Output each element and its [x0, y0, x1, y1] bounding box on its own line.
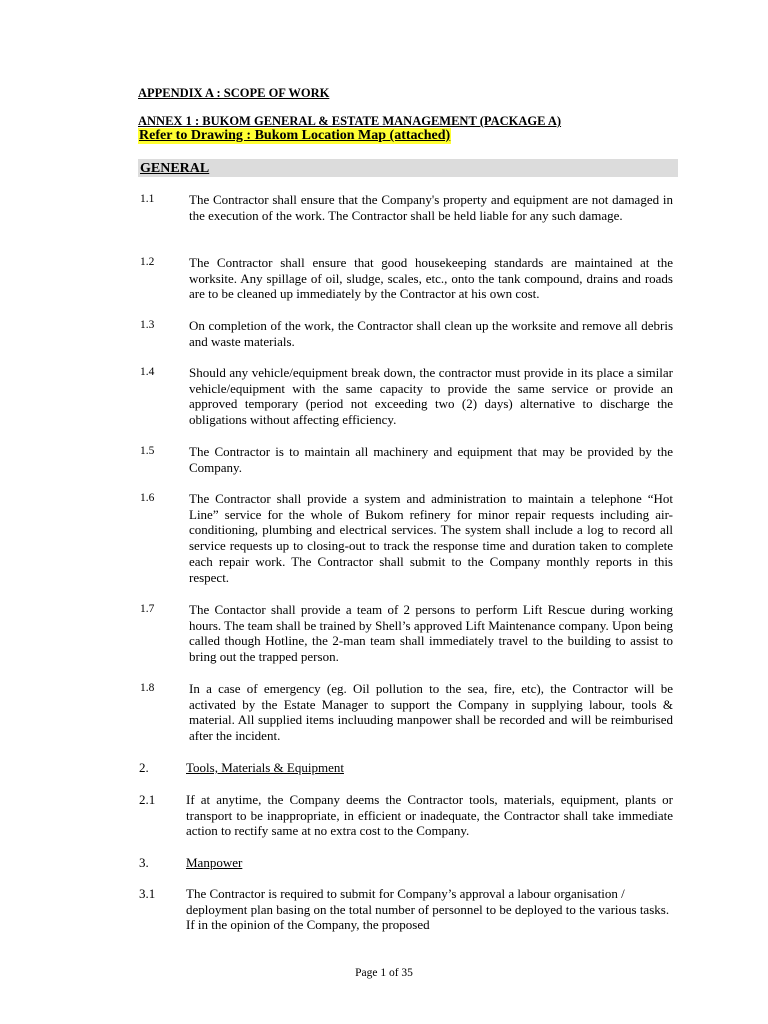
clause-number: 1.7 [140, 603, 155, 615]
appendix-title: APPENDIX A : SCOPE OF WORK [138, 86, 330, 100]
clause-text: The Contractor shall provide a system and administration to maintain a telephone “Hot Line” service for the whole of Bukom refinery for minor repair requests including air-conditioning, plumbing and electrical services. The system shall include a log to record all service requests up to closing-out to track the response time and duration taken to complete each repair work. The Contractor shall submit to the Company monthly reports in this respect. [189, 491, 673, 585]
clause-text: The Contractor shall ensure that the Company's property and equipment are not damaged in the execution of the work. The Contractor shall be held liable for any such damage. [189, 192, 673, 223]
clause-number: 1.8 [140, 682, 155, 694]
clause-number: 1.1 [140, 193, 155, 205]
clause-number: 1.5 [140, 445, 155, 457]
clause-number: 1.4 [140, 366, 155, 378]
clause-text: The Contactor shall provide a team of 2 persons to perform Lift Rescue during working hours. The team shall be trained by Shell’s approved Lift Maintenance company. Upon being called though Hotline, the 2-man team shall immediately travel to the building to assist to bring out the trapped person. [189, 602, 673, 665]
clause-text: The Contractor shall ensure that good housekeeping standards are maintained at the worksite. Any spillage of oil, sludge, scales, etc., onto the tank compound, drains and roads are to be cleaned up immediately by the Contractor at his own cost. [189, 255, 673, 302]
section-title: Tools, Materials & Equipment [186, 760, 344, 775]
section-general-title: GENERAL [140, 161, 210, 176]
page-number-footer: Page 1 of 35 [355, 967, 413, 979]
clause-number: 2.1 [139, 792, 156, 807]
section-number: 2. [139, 760, 149, 775]
clause-text: The Contractor is required to submit for Company’s approval a labour organisation / deployment plan basing on the total number of personnel to be deployed to the various tasks. If in the opinion of the Company, the proposed [186, 886, 670, 933]
clause-text: In a case of emergency (eg. Oil pollution to the sea, fire, etc), the Contractor will be activated by the Estate Manager to support the Company in supplying labour, tools & material. All supplied items incluuding manpower shall be recorded and will be reimburised after the incident. [189, 681, 673, 744]
drawing-reference: Refer to Drawing : Bukom Location Map (attached) [139, 128, 451, 143]
clause-number: 3.1 [139, 886, 156, 901]
clause-text: On completion of the work, the Contractor shall clean up the worksite and remove all debris and waste materials. [189, 318, 673, 349]
clause-text: Should any vehicle/equipment break down, the contractor must provide in its place a similar vehicle/equipment with the same capacity to provide the same service or provide an approved temporary (period not exceeding two (2) days) alternative to discharge the obligations without affecting efficiency. [189, 365, 673, 428]
section-number: 3. [139, 855, 149, 870]
clause-number: 1.3 [140, 319, 155, 331]
annex-title: ANNEX 1 : BUKOM GENERAL & ESTATE MANAGEMENT (PACKAGE A) [138, 114, 562, 128]
section-general-bar [138, 159, 678, 177]
clause-text: If at anytime, the Company deems the Contractor tools, materials, equipment, plants or transport to be inappropriate, in efficient or inadequate, the Contractor shall take immediate action to rectify same at no extra cost to the Company. [186, 792, 673, 839]
clause-number: 1.6 [140, 492, 155, 504]
section-title: Manpower [186, 855, 243, 870]
clause-number: 1.2 [140, 256, 155, 268]
clause-text: The Contractor is to maintain all machinery and equipment that may be provided by the Company. [189, 444, 673, 475]
